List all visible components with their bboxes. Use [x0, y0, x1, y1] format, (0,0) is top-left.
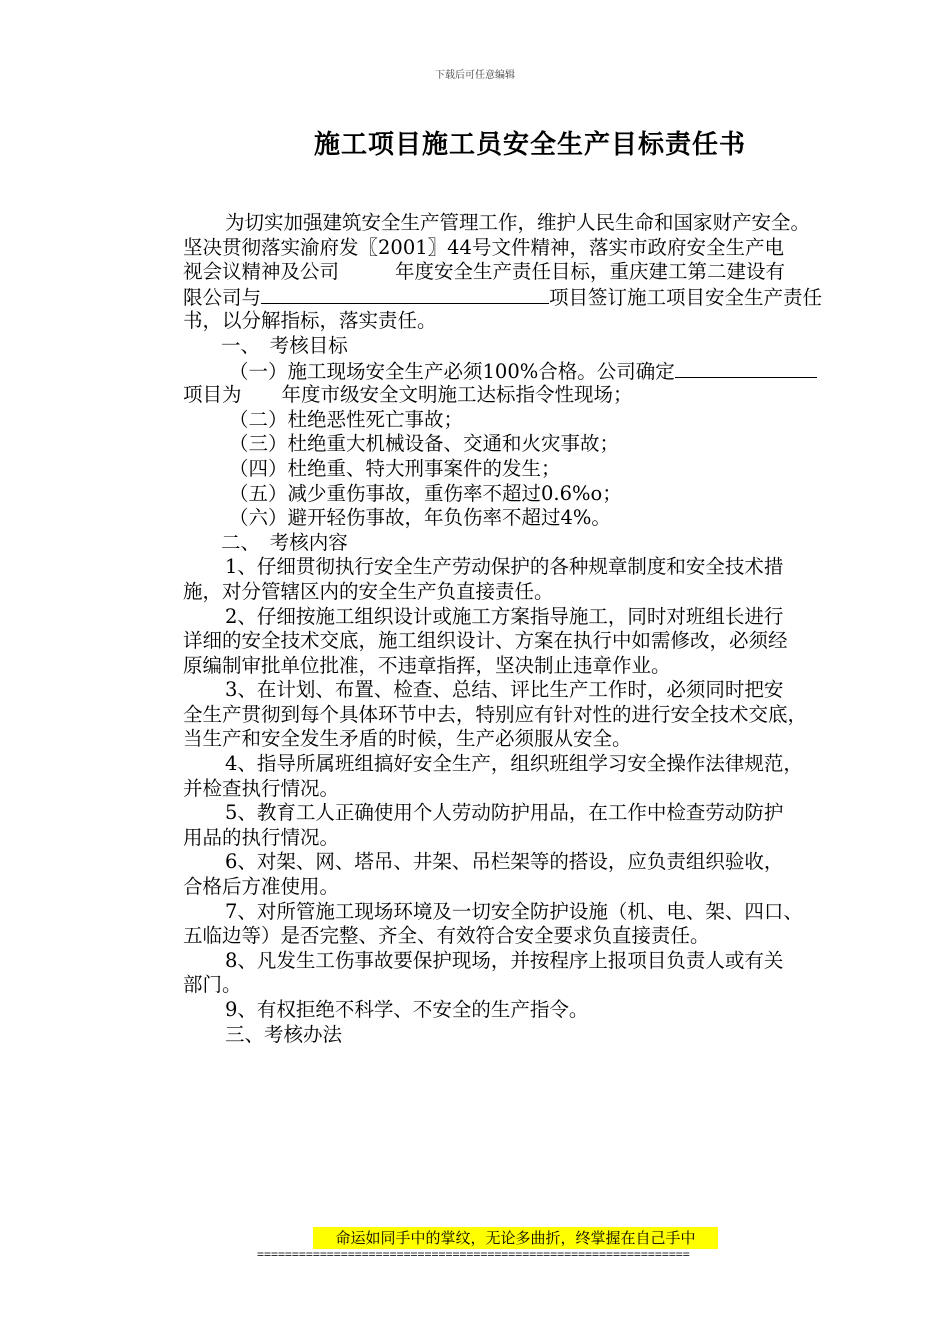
- intro-text: 项目签订施工项目安全生产责任: [549, 285, 823, 309]
- intro-text: 视会议精神及公司: [183, 260, 340, 284]
- header-note: 下载后可任意编辑: [435, 70, 515, 81]
- intro-text: 限公司与: [183, 285, 262, 309]
- footer-divider: ==============================================================: [257, 1247, 690, 1261]
- intro-line: 书，以分解指标，落实责任。: [183, 309, 437, 333]
- content-item: 3、在计划、布置、检查、总结、评比生产工作时，必须同时把安: [225, 678, 784, 702]
- content-item: 五临边等）是否完整、齐全、有效符合安全要求负直接责任。: [183, 924, 710, 948]
- project-name-blank: [261, 285, 549, 304]
- intro-text: 年度安全生产责任目标，重庆建工第二建设有: [395, 260, 786, 284]
- goal-item: （二）杜绝恶性死亡事故；: [229, 407, 464, 431]
- content-item: 用品的执行情况。: [183, 825, 340, 849]
- goal-text: 项目为: [183, 383, 242, 407]
- project-blank: [675, 359, 817, 378]
- content-item: 施，对分管辖区内的安全生产负直接责任。: [183, 579, 554, 603]
- content-item: 5、教育工人正确使用个人劳动防护用品，在工作中检查劳动防护: [225, 801, 784, 825]
- content-item: 2、仔细按施工组织设计或施工方案指导施工，同时对班组长进行: [225, 604, 784, 628]
- goal-item: [183, 359, 903, 384]
- content-item: 合格后方准使用。: [183, 875, 340, 899]
- content-item: 部门。: [183, 973, 242, 997]
- content-item: 全生产贯彻到每个具体环节中去，特别应有针对性的进行安全技术交底，: [183, 702, 808, 726]
- content-item: 9、有权拒绝不科学、不安全的生产指令。: [225, 998, 589, 1021]
- footer-motto: 命运如同手中的掌纹，无论多曲折，终掌握在自己手中: [313, 1227, 718, 1249]
- section-heading: 一、 考核目标: [221, 333, 348, 357]
- goal-item: [183, 383, 903, 408]
- goal-item: （四）杜绝重、特大刑事案件的发生；: [229, 456, 561, 480]
- intro-line: [183, 285, 903, 310]
- section-heading: 二、 考核内容: [221, 530, 348, 554]
- goal-item: （六）避开轻伤事故，年负伤率不超过4%。: [229, 506, 611, 530]
- intro-line: 为切实加强建筑安全生产管理工作，维护人民生命和国家财产安全。: [225, 211, 811, 234]
- content-item: 7、对所管施工现场环境及一切安全防护设施（机、电、架、四口、: [225, 899, 803, 923]
- goal-item: （三）杜绝重大机械设备、交通和火灾事故；: [229, 432, 620, 456]
- content-item: 6、对架、网、塔吊、井架、吊栏架等的搭设，应负责组织验收，: [225, 850, 784, 874]
- content-item: 并检查执行情况。: [183, 776, 340, 800]
- content-item: 详细的安全技术交底，施工组织设计、方案在执行中如需修改，必须经: [183, 629, 788, 653]
- goal-item: （五）减少重伤事故，重伤率不超过0.6%o；: [229, 481, 622, 505]
- intro-line: [183, 260, 903, 285]
- content-item: 1、仔细贯彻执行安全生产劳动保护的各种规章制度和安全技术措: [225, 555, 784, 579]
- intro-line: 坚决贯彻落实渝府发〖2001〗44号文件精神，落实市政府安全生产电: [183, 235, 784, 259]
- content-item: 4、指导所属班组搞好安全生产，组织班组学习安全操作法律规范，: [225, 752, 803, 776]
- content-item: 当生产和安全发生矛盾的时候，生产必须服从安全。: [183, 727, 632, 751]
- document-body: [183, 211, 903, 1047]
- document-title: 施工项目施工员安全生产目标责任书: [313, 130, 746, 160]
- content-item: 8、凡发生工伤事故要保护现场，并按程序上报项目负责人或有关: [225, 948, 784, 972]
- goal-text: （一）施工现场安全生产必须100%合格。公司确定: [229, 359, 675, 383]
- content-item: 原编制审批单位批准，不违章指挥，坚决制止违章作业。: [183, 653, 671, 677]
- goal-text: 年度市级安全文明施工达标指令性现场；: [281, 383, 633, 407]
- section-heading: 三、考核办法: [225, 1022, 343, 1046]
